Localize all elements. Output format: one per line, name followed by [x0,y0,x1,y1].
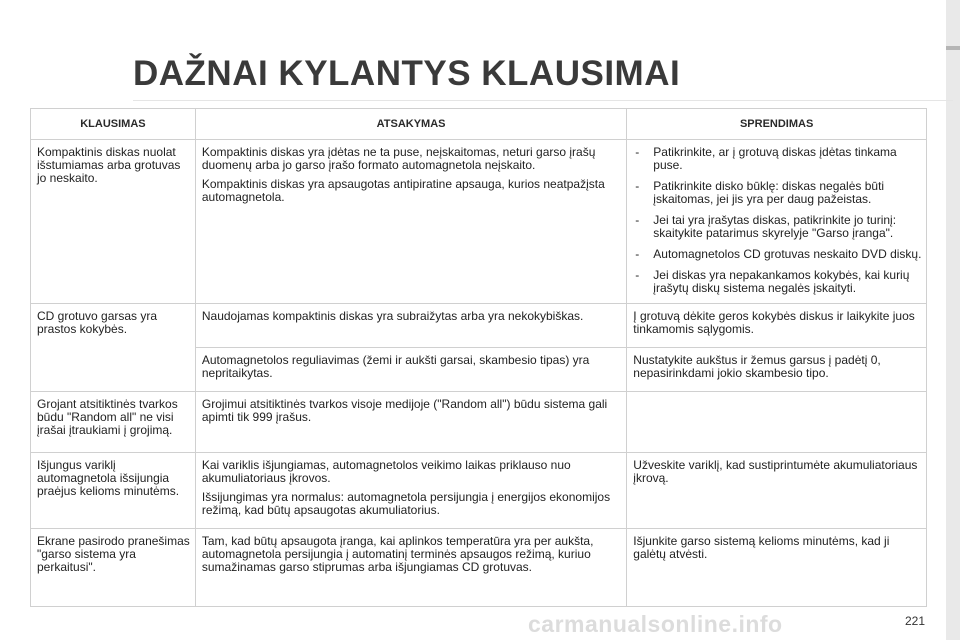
solution-item: - Automagnetolos CD grotuvas neskaito DVD diskų. [633,248,922,261]
solution-cell: Išjunkite garso sistemą kelioms minutėms, kad ji galėtų atvėsti. [627,529,927,607]
question-cell: CD grotuvo garsas yra prastos kokybės. [31,304,196,392]
page-number: 221 [905,614,926,628]
solution-cell [627,392,927,453]
answer-cell [195,140,626,304]
table-row [31,392,927,453]
table-row [31,140,927,304]
question-cell: Grojant atsitiktinės tvarkos būdu "Random all" ne visi įrašai įtraukiami į grojimą. [31,392,196,453]
question-cell: Išjungus variklį automagnetola išsijungia praėjus kelioms minutėms. [31,453,196,529]
solution-item: - Jei tai yra įrašytas diskas, patikrinkite jo turinį: skaitykite patarimus skyrelyje "Garso įranga". [633,214,922,240]
side-tab [946,0,960,640]
table-row [31,453,927,529]
side-tab-marker [946,46,960,50]
solution-cell [627,140,927,304]
answer-paragraph: Kompaktinis diskas yra apsaugotas antipiratine apsauga, kurios neatpažįsta automagnetola. [201,177,605,204]
header-answer: ATSAKYMAS [195,109,626,140]
solution-cell: Nustatykite aukštus ir žemus garsus į padėtį 0, nepasirinkdami jokio skambesio tipo. [627,348,927,392]
answer-cell: Grojimui atsitiktinės tvarkos visoje medijoje ("Random all") būdu sistema gali apimti tik 999 įrašus. [195,392,626,453]
answer-paragraph: Kai variklis išjungiamas, automagnetolos veikimo laikas priklauso nuo akumuliatoriaus įkrovos. [201,458,571,485]
solution-cell: Į grotuvą dėkite geros kokybės diskus ir laikykite juos tinkamomis sąlygomis. [627,304,927,348]
watermark: carmanualsonline.info [528,611,783,637]
header-question: KLAUSIMAS [31,109,196,140]
solution-item: - Jei diskas yra nepakankamos kokybės, kai kurių įrašytų diskų sistema negalės įskaityti. [633,269,922,295]
answer-cell: Naudojamas kompaktinis diskas yra subraižytas arba yra nekokybiškas. [195,304,626,348]
question-cell: Kompaktinis diskas nuolat išstumiamas arba grotuvas jo neskaito. [31,140,196,304]
solution-item: - Patikrinkite disko būklę: diskas negalės būti įskaitomas, jei jis yra per daug pažeistas. [633,180,922,206]
answer-cell: Automagnetolos reguliavimas (žemi ir aukšti garsai, skambesio tipas) yra nepritaikytas. [195,348,626,392]
table-row [31,304,927,348]
answer-cell [195,453,626,529]
answer-cell: Tam, kad būtų apsaugota įranga, kai aplinkos temperatūra yra per aukšta, automagnetola persijungia į automatinį terminės apsaugos režimą, kuriuo sumažinamas garso stiprumas arba išjungiamas CD grotuvas. [195,529,626,607]
question-cell: Ekrane pasirodo pranešimas "garso sistema yra perkaitusi". [31,529,196,607]
faq-table [30,108,927,607]
header-solution: SPRENDIMAS [627,109,927,140]
table-row [31,529,927,607]
answer-paragraph: Kompaktinis diskas yra įdėtas ne ta puse, neįskaitomas, neturi garso įrašų duomenų arba jo garso įrašo formato automagnetola neįskaito. [201,145,596,172]
solution-list [633,146,922,295]
page-title: DAŽNAI KYLANTYS KLAUSIMAI [133,54,681,93]
solution-cell: Užveskite variklį, kad sustiprintumėte akumuliatoriaus įkrovą. [627,453,927,529]
answer-paragraph: Išsijungimas yra normalus: automagnetola persijungia į energijos ekonomijos režimą, kad būtų apsaugotas akumuliatorius. [201,490,611,517]
title-divider [133,100,953,101]
table-header-row [31,109,927,140]
solution-item: - Patikrinkite, ar į grotuvą diskas įdėtas tinkama puse. [633,146,922,172]
